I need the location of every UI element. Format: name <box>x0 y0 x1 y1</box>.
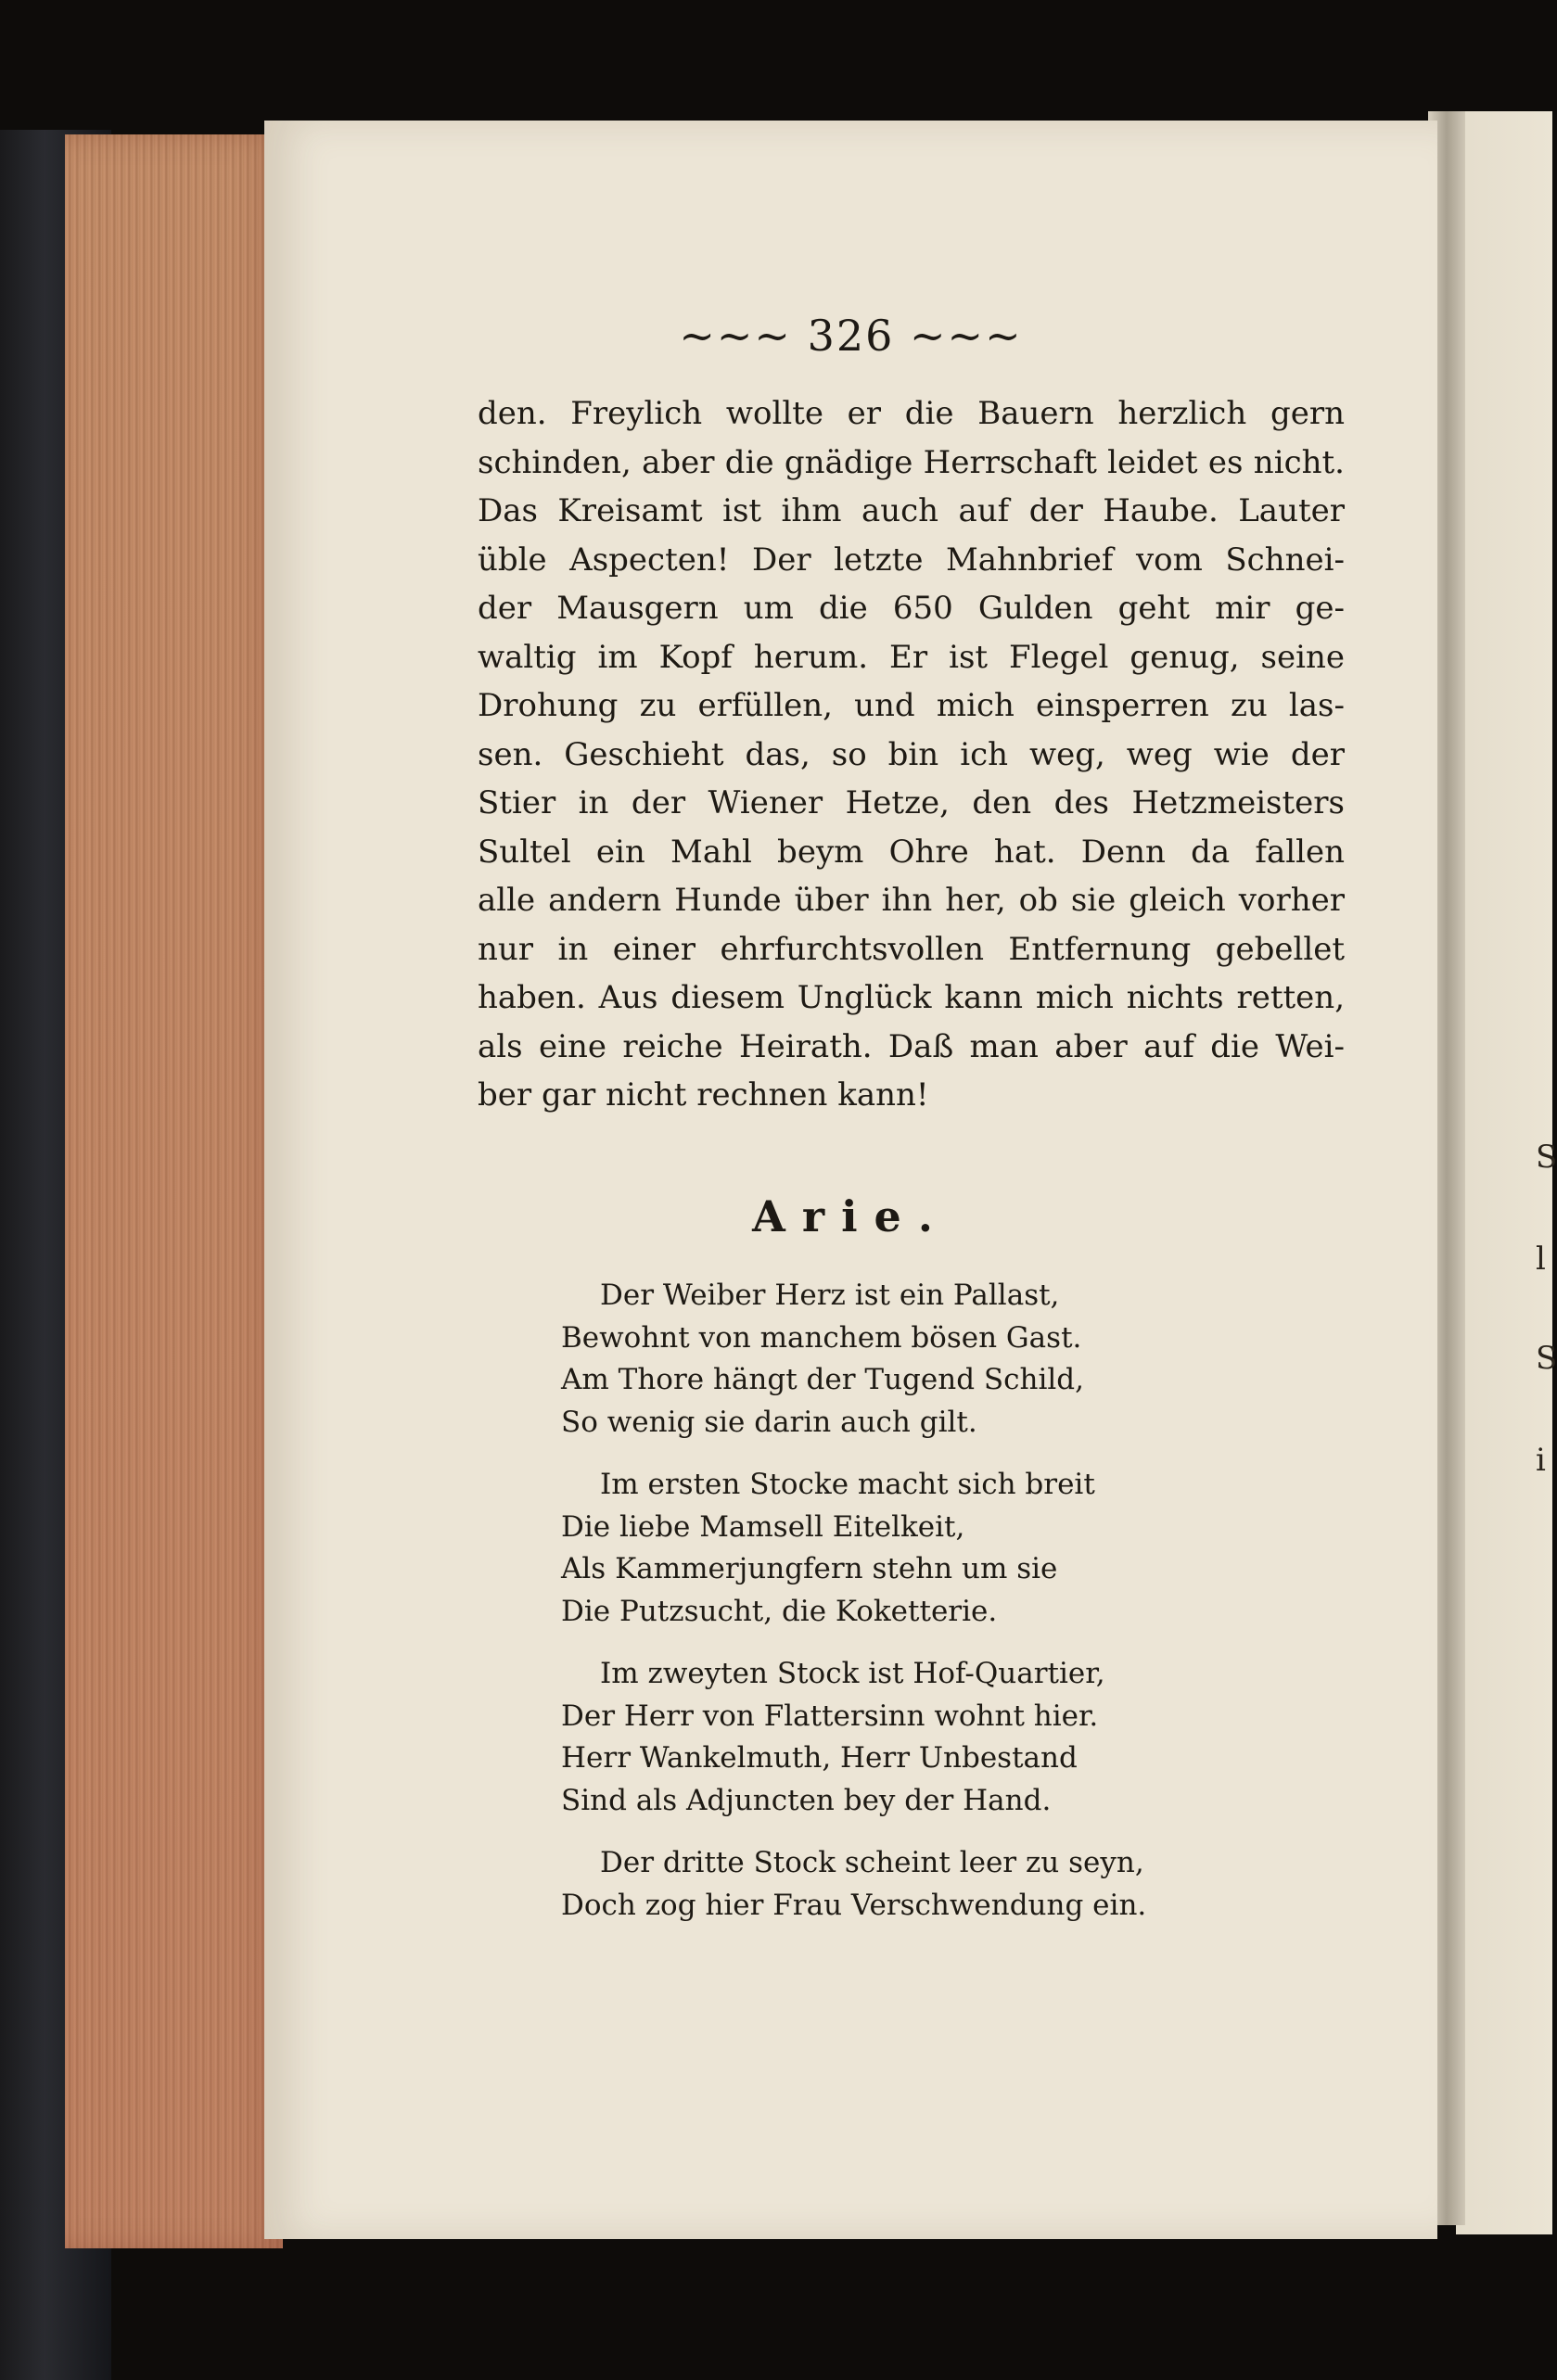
verse-line: Als Kammerjungfern stehn um sie <box>561 1552 1058 1585</box>
poem <box>561 1275 1146 1947</box>
verse-line: Bewohnt von manchem bösen Gast. <box>561 1320 1082 1355</box>
text-line: der Mausgern um die 650 Gulden geht mir ge- <box>478 590 1345 627</box>
text-line: ber gar nicht rechnen kann! <box>478 1076 929 1114</box>
text-line: Sultel ein Mahl beym Ohre hat. Denn da fallen <box>478 833 1345 871</box>
stanza <box>561 1464 1146 1633</box>
text-line: Das Kreisamt ist ihm auch auf der Haube. Lauter <box>478 492 1345 529</box>
verse-line: Im zweyten Stock ist Hof-Quartier, <box>600 1657 1105 1690</box>
verse-line: Sind als Adjuncten bey der Hand. <box>561 1783 1052 1817</box>
text-line: alle andern Hunde über ihn her, ob sie gleich vorher <box>478 882 1345 919</box>
verse-line: Die Putzsucht, die Koketterie. <box>561 1594 998 1628</box>
page-edges <box>65 134 283 2248</box>
text-line: waltig im Kopf herum. Er ist Flegel genug, seine <box>478 638 1345 676</box>
stanza <box>561 1842 1146 1927</box>
verse-line: Herr Wankelmuth, Herr Unbestand <box>561 1741 1078 1775</box>
text-line: nur in einer ehrfurchtsvollen Entfernung gebellet <box>478 930 1345 968</box>
facing-page-glyph: S <box>1536 1340 1557 1377</box>
stanza <box>561 1275 1146 1444</box>
section-heading: Arie. <box>752 1191 950 1241</box>
stanza <box>561 1653 1146 1822</box>
text-line: haben. Aus diesem Unglück kann mich nichts retten, <box>478 979 1345 1016</box>
text-line: sen. Geschieht das, so bin ich weg, weg wie der <box>478 735 1345 773</box>
verse-line: Die liebe Mamsell Eitelkeit, <box>561 1509 965 1544</box>
page-number-header: ~~~ 326 ~~~ <box>679 311 1023 361</box>
text-line: Stier in der Wiener Hetze, den des Hetzmeisters <box>478 784 1345 821</box>
verse-line: Doch zog hier Frau Verschwendung ein. <box>561 1888 1147 1922</box>
facing-page-glyph: l <box>1536 1241 1546 1278</box>
verse-line: Der dritte Stock scheint leer zu seyn, <box>600 1846 1144 1879</box>
verse-line: Am Thore hängt der Tugend Schild, <box>561 1363 1084 1396</box>
verse-line: Im ersten Stocke macht sich breit <box>600 1468 1095 1501</box>
book-page <box>264 121 1437 2239</box>
verse-line: So wenig sie darin auch gilt. <box>561 1405 977 1439</box>
verse-line: Der Weiber Herz ist ein Pallast, <box>600 1279 1060 1312</box>
text-line: Drohung zu erfüllen, und mich einsperren zu las- <box>478 687 1345 724</box>
text-line: schinden, aber die gnädige Herrschaft leidet es nicht. <box>478 443 1345 481</box>
facing-page-glyph: i <box>1536 1442 1546 1479</box>
text-line: als eine reiche Heirath. Daß man aber auf die Wei- <box>478 1027 1345 1065</box>
verse-line: Der Herr von Flattersinn wohnt hier. <box>561 1699 1099 1733</box>
prose-paragraph <box>478 389 1345 1120</box>
text-line: den. Freylich wollte er die Bauern herzlich gern <box>478 395 1345 432</box>
text-line: üble Aspecten! Der letzte Mahnbrief vom Schnei- <box>478 541 1345 579</box>
facing-page-glyph: S <box>1536 1139 1557 1176</box>
